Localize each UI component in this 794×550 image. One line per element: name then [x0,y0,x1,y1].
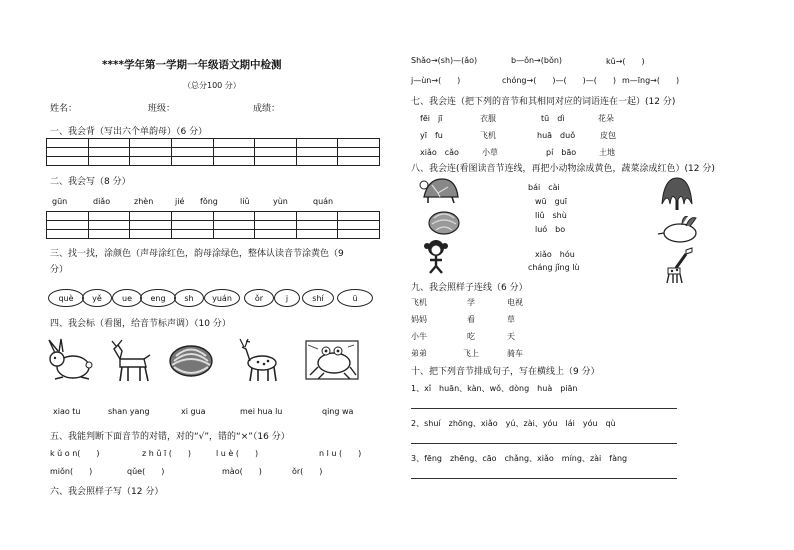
q9-r1-c1[interactable]: 飞机 [411,298,427,307]
example-line1-item2: b—ǒn→(bǒn) [511,56,563,65]
q10-answer-line-2[interactable] [411,443,677,444]
q5-row1-item1[interactable]: k ǔ o n( ) [50,449,100,458]
q7-r3-c4[interactable]: 土地 [599,148,615,157]
q2-pinyin-8: quán [313,197,334,206]
q8-title: 八、我会连(看图读音节连线，再把小动物涂成黄色，蔬菜涂成红色）(12 分) [411,164,715,174]
q7-r2-c4[interactable]: 皮包 [600,131,616,140]
q10-answer-line-3[interactable] [411,478,677,479]
q2-pinyin-3: zhèn [134,197,154,206]
q3-oval-7[interactable]: ǒr [244,289,274,307]
tortoise-picture [418,173,462,207]
q1-title: 一、我会背（写出六个单韵母）（6 分） [50,127,208,137]
q5-row1-item3[interactable]: l u è ( ) [216,449,259,458]
q9-title: 九、我会照样子连线（6 分） [411,283,528,293]
q8-syllable-2[interactable]: wū guī [535,197,567,206]
q5-row2-item3[interactable]: mào( ) [222,467,262,476]
deer-picture [236,337,282,383]
q2-pinyin-2: diǎo [93,197,111,206]
q7-r1-c1[interactable]: fēi jī [420,114,443,123]
q5-row2-item1[interactable]: miǒn( ) [50,467,93,476]
q7-r2-c2[interactable]: 飞机 [480,131,496,140]
q9-r2-c1[interactable]: 妈妈 [411,315,427,324]
q5-row1-item2[interactable]: z h ǔ ī ( ) [142,449,191,458]
q2-title: 二、我会写（8 分） [50,177,131,187]
q7-r3-c1[interactable]: xiǎo cǎo [420,148,459,157]
q2-pinyin-7: yùn [273,197,288,206]
monkey-picture [420,238,452,274]
q7-title: 七、我会连（把下列的音节和其相同对应的词语连在一起）(12 分) [411,97,676,107]
giraffe-picture [662,246,696,284]
class-label: 班级： [148,104,176,114]
q8-syllable-5[interactable]: xiǎo hóu [535,250,575,259]
q8-syllable-4[interactable]: luó bo [535,225,566,234]
q7-r1-c4[interactable]: 花朵 [598,114,614,123]
q7-r1-c3[interactable]: tū dì [541,114,565,123]
score-total: （总分100 分） [183,81,241,90]
q4-caption-2: shan yang [108,407,150,416]
q9-r4-c3[interactable]: 骑车 [507,349,523,358]
q8-syllable-6[interactable]: cháng jǐng lù [528,263,580,272]
willow-tree-picture [660,174,694,214]
q7-r1-c2[interactable]: 衣服 [480,114,496,123]
watermelon-picture [168,343,214,379]
q10-item-1: 1、xǐ huān、kàn、wǒ、dòng huà piān [411,384,578,393]
q2-pinyin-5: fǒng [200,197,218,206]
q7-r2-c1[interactable]: yī fu [420,131,443,140]
q10-item-2: 2、shuí zhōng、xiǎo yú、zài、yóu lái yóu qù [411,419,616,428]
q4-caption-4: mei hua lu [240,407,283,416]
example-line2-item1[interactable]: j—ùn→( ) [411,76,461,85]
q3-oval-10[interactable]: ü [337,289,373,307]
example-line1-item3[interactable]: kǔ→( ) [606,57,645,66]
q9-r3-c1[interactable]: 小牛 [411,332,427,341]
q9-r4-c2[interactable]: 飞上 [463,349,479,358]
q5-row1-item4[interactable]: n l u ( ) [319,449,362,458]
goat-picture [108,339,156,383]
example-line1-item1: Shǎo→(sh)—(ǎo) [411,56,478,65]
q3-oval-9[interactable]: shí [302,289,334,307]
rabbit-picture [45,337,97,383]
cabbage-picture [426,208,462,236]
q2-pinyin-6: liǔ [240,197,250,206]
q3-oval-6[interactable]: yuán [204,289,240,307]
result-label: 成绩： [253,104,281,114]
q10-item-3: 3、fēng zhēng、cāo chǎng、xiǎo míng、zài fàng [411,454,628,463]
q9-r1-c3[interactable]: 电视 [507,298,523,307]
q4-title: 四、我会标（看图，给音节标声调）（10 分） [50,319,231,329]
q10-title: 十、把下列音节排成句子，写在横线上（9 分） [411,367,600,377]
q9-r4-c1[interactable]: 弟弟 [411,349,427,358]
q6-title: 六、我会照样子写（12 分） [50,487,164,497]
name-label: 姓名： [50,104,78,114]
q8-syllable-1[interactable]: bái cài [528,183,560,192]
q4-caption-5: qing wa [322,407,354,416]
q3-oval-2[interactable]: yě [82,289,112,307]
q3-oval-8[interactable]: j [274,289,300,307]
q9-r2-c3[interactable]: 草 [507,315,515,324]
q9-r3-c3[interactable]: 天 [507,332,515,341]
q5-title: 五、我能判断下面音节的对错，对的“√”，错的“×”（16 分） [50,432,290,442]
exam-title: ****学年第一学期一年级语文期中检测 [102,59,282,71]
q3-title-cont: 分） [50,265,69,275]
q7-r2-c3[interactable]: huā duǒ [537,131,576,140]
q2-pinyin-1: gūn [52,197,68,206]
radish-picture [656,216,700,244]
q2-pinyin-4: jié [175,197,185,206]
q7-r3-c2[interactable]: 小草 [482,148,498,157]
q1-writing-grid[interactable] [46,138,380,166]
q2-writing-grid[interactable] [46,211,380,239]
q9-r2-c2[interactable]: 看 [467,315,475,324]
q9-r3-c2[interactable]: 吃 [467,332,475,341]
example-line2-item3[interactable]: m—īng→( ) [622,76,680,85]
q8-syllable-3[interactable]: liǔ shù [535,211,567,220]
q3-oval-1[interactable]: què [48,289,84,307]
q3-oval-5[interactable]: sh [174,289,204,307]
q4-caption-3: xi gua [181,407,206,416]
q3-oval-4[interactable]: eng [140,289,176,307]
q3-title: 三、找一找，涂颜色（声母涂红色，韵母涂绿色，整体认读音节涂黄色（9 [50,249,344,259]
q5-row2-item2[interactable]: qǔe( ) [127,467,165,476]
q3-oval-3[interactable]: ue [112,289,142,307]
q9-r1-c2[interactable]: 学 [467,298,475,307]
q5-row2-item4[interactable]: ǒr( ) [292,467,323,476]
q10-answer-line-1[interactable] [411,408,677,409]
frog-picture [304,337,360,383]
q7-r3-c3[interactable]: pí bāo [546,148,577,157]
example-line2-item2[interactable]: chóng→( )—( )—( ) [502,76,616,85]
q4-caption-1: xiao tu [53,407,81,416]
